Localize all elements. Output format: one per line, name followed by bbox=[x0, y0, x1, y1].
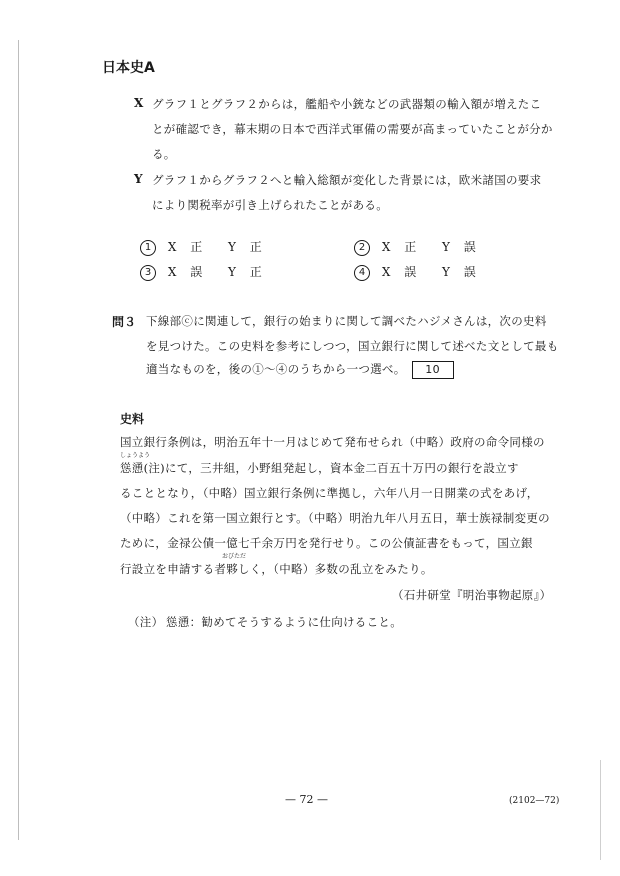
choice-x-label: X bbox=[167, 240, 177, 254]
choice-number: 4 bbox=[354, 265, 370, 281]
choice-y-label: Y bbox=[228, 265, 236, 279]
choice-y-label: Y bbox=[442, 240, 450, 254]
source-line: （中略）これを第一国立銀行とす。（中略）明治九年八月五日，華士族禄制変更の bbox=[120, 511, 550, 525]
choice-x-value: 正 bbox=[190, 240, 203, 254]
note-label: （注） bbox=[128, 615, 164, 629]
choice-x-value: 誤 bbox=[190, 265, 203, 279]
subject-title: 日本史A bbox=[102, 60, 155, 76]
source-line: ために，金禄公債一億七千余万円を発行せり。この公債証書をもって，国立銀 bbox=[120, 536, 533, 550]
choice-number: 1 bbox=[140, 240, 156, 256]
statement-line: る。 bbox=[152, 147, 176, 161]
question-label: 問３ bbox=[112, 315, 137, 329]
ruby-annotation: しょうよう bbox=[120, 452, 151, 459]
choice-number: 3 bbox=[140, 265, 156, 281]
choice-y-label: Y bbox=[228, 240, 236, 254]
statement-label: Y bbox=[134, 172, 143, 186]
choice-2[interactable] bbox=[354, 238, 476, 256]
source-line: 慫慂(注)にて，三井組，小野組発起し，資本金二百五十万円の銀行を設立す bbox=[120, 461, 519, 475]
choice-x-value: 正 bbox=[404, 240, 417, 254]
choice-3[interactable] bbox=[140, 263, 262, 281]
statement-line: により関税率が引き上げられたことがある。 bbox=[152, 198, 388, 212]
statement-label: X bbox=[134, 96, 144, 110]
question-line: 下線部ⓒに関連して，銀行の始まりに関して調べたハジメさんは，次の史料 bbox=[146, 314, 547, 328]
choice-x-label: X bbox=[167, 265, 177, 279]
question-line-with-box bbox=[146, 361, 454, 379]
choice-number: 2 bbox=[354, 240, 370, 256]
ruby-annotation: おびただ bbox=[222, 553, 247, 560]
page-margin-line bbox=[18, 40, 19, 840]
source-line: 国立銀行条例は，明治五年十一月はじめて発布せられ（中略）政府の命令同様の bbox=[120, 435, 545, 449]
choice-y-value: 正 bbox=[249, 240, 262, 254]
question-line: を見つけた。この史料を参考にしつつ，国立銀行に関して述べた文として最も bbox=[146, 339, 559, 353]
source-heading: 史料 bbox=[120, 412, 145, 426]
choice-4[interactable] bbox=[354, 263, 476, 281]
statement-line: グラフ１とグラフ２からは，艦船や小銃などの武器類の輸入額が増えたこ bbox=[152, 97, 542, 111]
statement-line: とが確認でき，幕末期の日本で西洋式軍備の需要が高まっていたことが分か bbox=[152, 122, 553, 136]
choice-x-value: 誤 bbox=[404, 265, 417, 279]
choice-y-value: 誤 bbox=[463, 240, 476, 254]
statement-line: グラフ１からグラフ２へと輸入総額が変化した背景には，欧米諸国の要求 bbox=[152, 173, 542, 187]
choice-x-label: X bbox=[381, 265, 391, 279]
page-code: (2102—72) bbox=[509, 796, 560, 806]
page-number: — 72 — bbox=[285, 793, 328, 806]
source-citation: （石井研堂『明治事物起原』） bbox=[392, 588, 552, 602]
question-line: 適当なものを，後の①～④のうちから一つ選べ。 bbox=[146, 362, 406, 376]
answer-box[interactable]: 10 bbox=[412, 361, 454, 379]
choice-y-value: 誤 bbox=[463, 265, 476, 279]
choice-1[interactable] bbox=[140, 238, 262, 256]
choice-y-value: 正 bbox=[249, 265, 262, 279]
page-margin-line-right bbox=[600, 760, 601, 860]
note-text: 慫慂：勧めてそうするように仕向けること。 bbox=[166, 615, 402, 629]
choice-x-label: X bbox=[381, 240, 391, 254]
source-line: ることとなり，（中略）国立銀行条例に準拠し，六年八月一日開業の式をあげ， bbox=[120, 486, 539, 500]
choice-y-label: Y bbox=[442, 265, 450, 279]
source-line: 行設立を申請する者夥しく，（中略）多数の乱立をみたり。 bbox=[120, 562, 433, 576]
